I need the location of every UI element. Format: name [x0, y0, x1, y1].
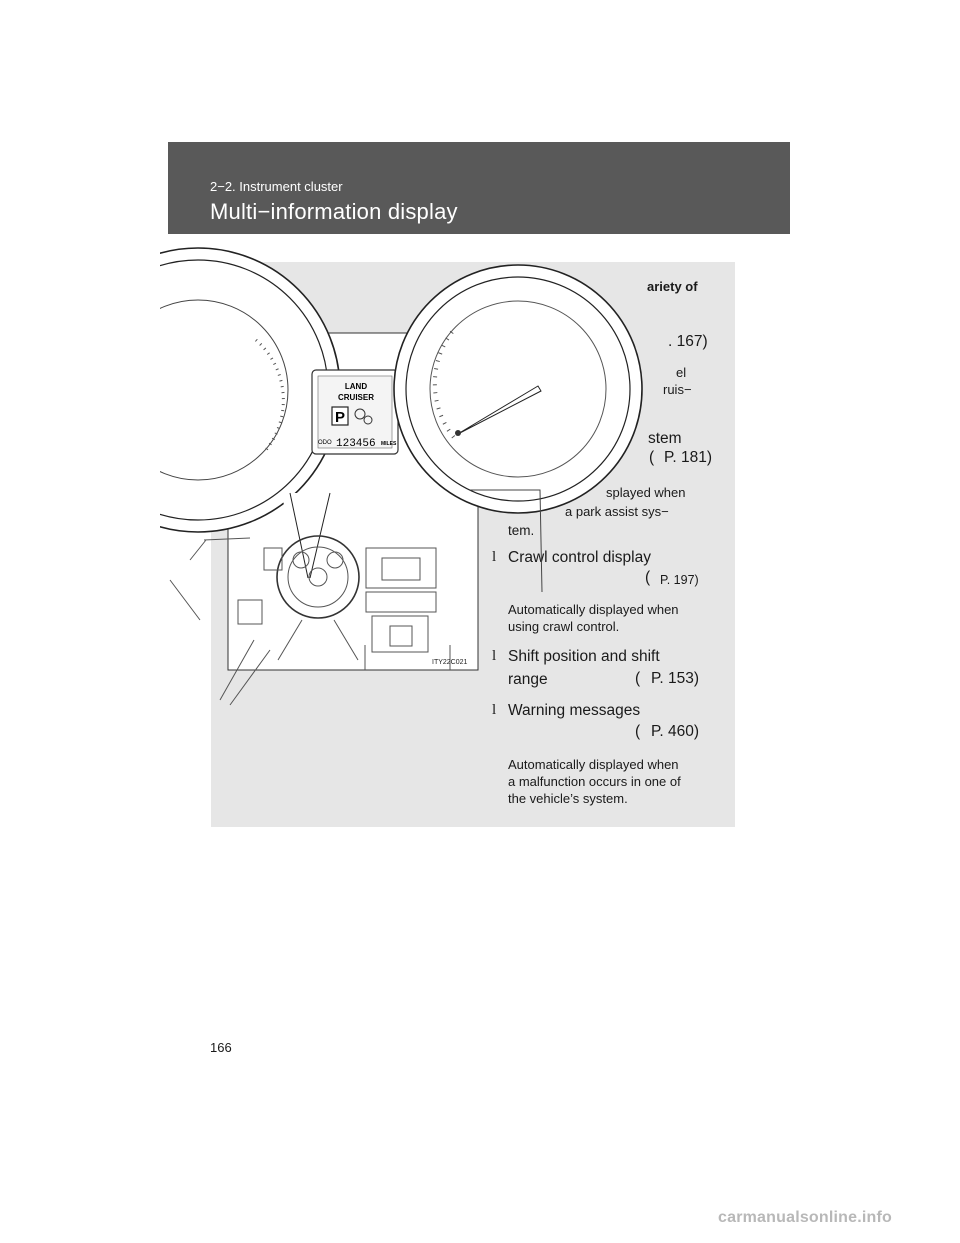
watermark: carmanualsonline.info [718, 1209, 893, 1226]
gear-indicator: P [334, 409, 346, 426]
warning-label: Warning messages [508, 702, 641, 719]
figure-code: ITY22C021 [432, 659, 468, 666]
crawl-desc-line2: using crawl control. [508, 619, 620, 634]
shift-label-line1: Shift position and shift [508, 648, 660, 665]
instrument-cluster-illustration [160, 240, 720, 720]
crawl-desc-line1: Automatically displayed when [508, 602, 679, 617]
warning-desc-line1: Automatically displayed when [508, 757, 679, 772]
bullet-shift: l [492, 648, 497, 664]
paren-197: ( [645, 569, 651, 586]
intro-fragment: ariety of [647, 279, 698, 294]
odo-label: ODO [318, 440, 332, 446]
warning-desc-line2: a malfunction occurs in one of [508, 774, 681, 789]
fragment-cruis: ruis− [663, 382, 692, 397]
section-label: 2−2. Instrument cluster [210, 179, 343, 194]
paren-153: ( [635, 670, 641, 687]
ref-181: P. 181) [664, 449, 712, 466]
page-number: 166 [210, 1040, 232, 1055]
fragment-tem: tem. [508, 523, 535, 538]
paren-181: ( [649, 449, 655, 466]
ref-197: P. 197) [660, 573, 699, 587]
fragment-displayed: splayed when [606, 485, 686, 500]
fragment-park-assist: a park assist sys− [565, 504, 669, 519]
crawl-control-label: Crawl control display [508, 549, 651, 566]
bullet-warning: l [492, 702, 497, 718]
right-gauge-illustration [394, 265, 642, 513]
paren-460: ( [635, 723, 641, 740]
ref-167: . 167) [668, 333, 708, 350]
display-brand-line1: LAND [344, 382, 368, 391]
warning-desc-line3: the vehicle’s system. [508, 791, 628, 806]
fragment-stem: stem [648, 430, 682, 447]
ref-460: P. 460) [651, 723, 699, 740]
multi-information-display [312, 370, 398, 454]
bullet-crawl: l [492, 549, 497, 565]
header-bar [168, 142, 790, 234]
ref-153: P. 153) [651, 670, 699, 687]
page-title: Multi−information display [210, 199, 458, 224]
fragment-el: el [676, 365, 687, 380]
odo-unit: MILES [381, 441, 397, 447]
odo-value: 123456 [336, 438, 376, 450]
shift-label-line2: range [508, 671, 548, 688]
display-brand-line2: CRUISER [337, 393, 375, 402]
